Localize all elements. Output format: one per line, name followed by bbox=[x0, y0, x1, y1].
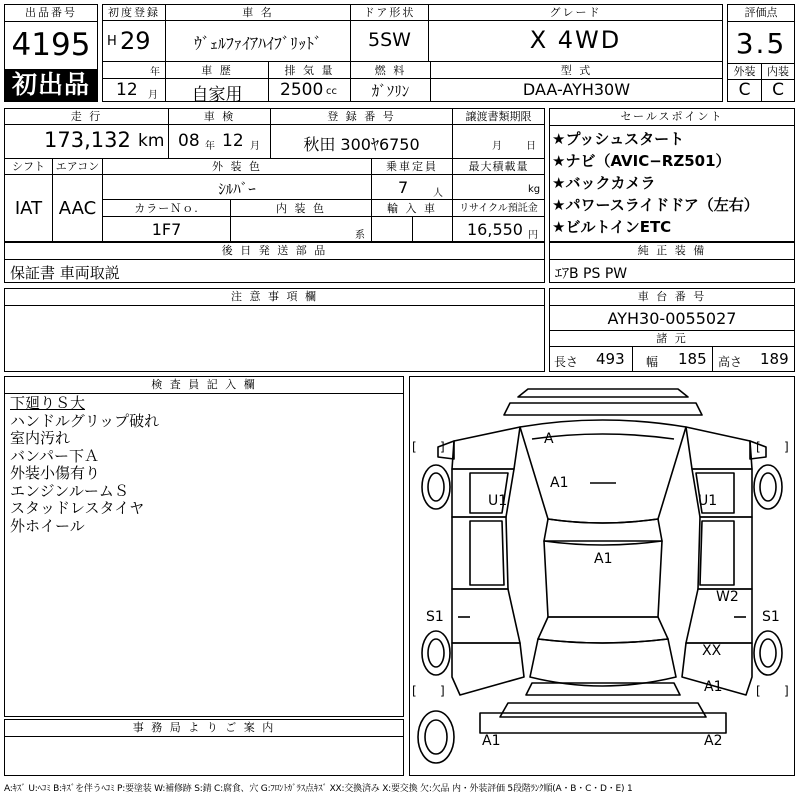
height-label: 高さ bbox=[718, 355, 743, 369]
inspector-line: エンジンルームＳ bbox=[10, 481, 129, 500]
interior-score-label: 内装 bbox=[767, 65, 789, 78]
mark-rear-right: A2 bbox=[704, 733, 723, 749]
door-label: ドア形状 bbox=[363, 6, 416, 19]
inspection-label: 車 検 bbox=[203, 110, 236, 123]
model-value: DAA-AYH30W bbox=[522, 80, 631, 99]
office-label: 事 務 局 よ り ご 案 内 bbox=[132, 721, 276, 734]
equipment-label: 純 正 装 備 bbox=[637, 244, 707, 257]
mark-right-quarter: XX bbox=[702, 643, 722, 659]
registration-label: 登 録 番 号 bbox=[327, 110, 396, 123]
grade-label: グレード bbox=[549, 6, 602, 19]
mileage-unit: km bbox=[138, 131, 165, 151]
exterior-color-value: ｼﾙﾊﾞｰ bbox=[218, 180, 256, 198]
legend-text: A:ｷｽﾞ U:ﾍｺﾐ B:ｷｽﾞを伴うﾍｺﾐ P:要塗装 W:補修跡 S:錆 C:腐食、穴 G:ﾌﾛﾝﾄｶﾞﾗｽ点ｷｽﾞ XX:交換済み X:要交換 欠:欠品 内・外装評価 5段階ﾗﾝｸ順(A・B・C・D・E) 1 bbox=[4, 784, 633, 794]
inspection-month-unit: 月 bbox=[250, 141, 260, 152]
capacity-value: 7 bbox=[398, 178, 409, 197]
lot-box bbox=[4, 4, 98, 102]
mark-right-door: W2 bbox=[716, 589, 739, 605]
chassis-value: AYH30-0055027 bbox=[607, 309, 737, 328]
score-box bbox=[727, 4, 795, 102]
recycle-value: 16,550 bbox=[467, 220, 523, 239]
svg-text:[: [ bbox=[756, 684, 761, 698]
shift-label: シフト bbox=[12, 160, 45, 173]
interior-color-label: 内 装 色 bbox=[276, 202, 326, 215]
mark-roof: A1 bbox=[594, 551, 613, 567]
equipment-value: ｴｱB PS PW bbox=[555, 266, 628, 282]
office-box bbox=[4, 719, 404, 776]
notes-label: 注 意 事 項 欄 bbox=[231, 290, 318, 303]
mileage-value: 173,132 bbox=[44, 128, 131, 152]
mark-front: A bbox=[544, 431, 554, 447]
exterior-score: C bbox=[738, 80, 751, 100]
import-label: 輸 入 車 bbox=[387, 202, 437, 215]
equipment-box bbox=[549, 242, 795, 283]
transfer-label: 譲渡書類期限 bbox=[465, 110, 532, 123]
svg-text:[: [ bbox=[412, 440, 417, 454]
first-reg-label: 初度登録 bbox=[108, 6, 160, 19]
displacement-unit: cc bbox=[326, 86, 337, 97]
width-label: 幅 bbox=[646, 355, 659, 369]
car-diagram-box bbox=[409, 376, 795, 776]
sales-point: ★プッシュスタート bbox=[552, 130, 685, 148]
score-value: 3.5 bbox=[735, 27, 787, 60]
inspector-line: 外ホイール bbox=[10, 516, 85, 535]
svg-text:[: [ bbox=[756, 440, 761, 454]
width-value: 185 bbox=[678, 350, 707, 368]
inspector-line: 下廻りＳ大 bbox=[10, 394, 86, 412]
height-value: 189 bbox=[760, 350, 789, 368]
capacity-label: 乗車定員 bbox=[386, 160, 438, 173]
first-reg-month: 12 bbox=[116, 80, 138, 100]
inspection-year: 08 bbox=[178, 131, 200, 151]
history-label: 車 歴 bbox=[201, 64, 233, 77]
sales-point: ★パワースライドドア（左右） bbox=[552, 196, 759, 214]
sales-point: ★バックカメラ bbox=[552, 174, 656, 192]
inspector-lines bbox=[10, 395, 159, 535]
history-value: 自家用 bbox=[191, 85, 243, 105]
svg-text:]: ] bbox=[784, 440, 789, 454]
fuel-label: 燃 料 bbox=[374, 64, 407, 77]
mark-rear-left: A1 bbox=[482, 733, 501, 749]
inspector-line: バンパー下Ａ bbox=[10, 446, 99, 465]
svg-text:[: [ bbox=[412, 684, 417, 698]
later-parts-box bbox=[4, 242, 545, 283]
max-load-label: 最大積載量 bbox=[468, 160, 529, 173]
registration-value: 秋田 300ﾔ6750 bbox=[303, 135, 420, 154]
inspector-line: 外装小傷有り bbox=[10, 464, 101, 482]
sales-points-label: セールスポイント bbox=[620, 110, 724, 123]
displacement-label: 排 気 量 bbox=[284, 64, 335, 77]
dims-label: 諸 元 bbox=[656, 332, 688, 345]
recycle-unit: 円 bbox=[528, 230, 538, 241]
aircon-label: エアコン bbox=[55, 160, 100, 173]
first-reg-year-unit: 年 bbox=[150, 67, 160, 78]
transfer-day-unit: 日 bbox=[526, 141, 536, 152]
inspector-line: 室内汚れ bbox=[10, 429, 71, 447]
inspector-line: ハンドルグリップ破れ bbox=[10, 411, 160, 430]
interior-color-unit: 系 bbox=[355, 230, 365, 241]
door-value: 5SW bbox=[368, 29, 411, 51]
first-listing-badge bbox=[5, 69, 97, 101]
sales-points-list bbox=[552, 128, 759, 238]
aircon-value: AAC bbox=[58, 198, 97, 219]
displacement-value: 2500 bbox=[280, 80, 324, 100]
color-no-label: カラーＮｏ. bbox=[134, 202, 199, 215]
notes-box bbox=[4, 288, 545, 372]
lot-label: 出品番号 bbox=[25, 6, 77, 19]
recycle-label: リサイクル預託金 bbox=[459, 203, 538, 214]
transfer-month-unit: 月 bbox=[492, 141, 502, 152]
first-reg-month-unit: 月 bbox=[148, 90, 158, 101]
svg-text:]: ] bbox=[784, 684, 789, 698]
first-reg-year: 29 bbox=[120, 27, 151, 55]
max-load-unit: kg bbox=[528, 184, 541, 195]
first-listing-label: 初出品 bbox=[11, 70, 90, 99]
interior-score: C bbox=[772, 80, 784, 100]
capacity-unit: 人 bbox=[433, 188, 443, 199]
later-parts-label: 後 日 発 送 部 品 bbox=[221, 244, 328, 257]
car-name-label: 車 名 bbox=[242, 6, 274, 19]
inspector-box bbox=[4, 376, 404, 717]
length-label: 長さ bbox=[554, 355, 579, 369]
fuel-value: ｶﾞｿﾘﾝ bbox=[371, 82, 410, 100]
later-parts-value: 保証書 車両取説 bbox=[10, 264, 120, 282]
sales-points-box bbox=[549, 108, 795, 242]
svg-text:]: ] bbox=[440, 684, 445, 698]
mark-right-rear-low: A1 bbox=[704, 679, 723, 695]
sales-point: ★ナビ（AVIC−RZ501） bbox=[552, 152, 731, 170]
shift-value: IAT bbox=[14, 198, 43, 219]
svg-text:]: ] bbox=[440, 440, 445, 454]
model-label: 型 式 bbox=[560, 64, 593, 77]
inspection-year-unit: 年 bbox=[205, 141, 215, 152]
exterior-color-label: 外 装 色 bbox=[212, 160, 262, 173]
chassis-label: 車 台 番 号 bbox=[637, 290, 707, 303]
mark-right-front: U1 bbox=[698, 493, 718, 509]
mileage-label: 走 行 bbox=[70, 110, 103, 123]
car-name-value: ｳﾞｪﾙﾌｧｲｱﾊｲﾌﾞﾘｯﾄﾞ bbox=[193, 34, 322, 53]
mark-left-front: U1 bbox=[488, 493, 508, 509]
mark-bonnet: A1 bbox=[550, 475, 569, 491]
inspector-line: スタッドレスタイヤ bbox=[10, 499, 145, 517]
grade-value: X 4WD bbox=[529, 26, 622, 54]
length-value: 493 bbox=[596, 350, 625, 368]
lot-number: 4195 bbox=[11, 27, 91, 63]
score-label: 評価点 bbox=[744, 6, 778, 19]
first-reg-era: H bbox=[107, 34, 117, 49]
inspector-label: 検 査 員 記 入 欄 bbox=[151, 378, 257, 391]
mark-right-rear: S1 bbox=[762, 609, 780, 625]
color-no-value: 1F7 bbox=[151, 220, 182, 239]
sales-point: ★ビルトインETC bbox=[552, 218, 672, 236]
car-diagram bbox=[410, 377, 794, 775]
exterior-score-label: 外装 bbox=[733, 65, 756, 78]
inspection-month: 12 bbox=[222, 131, 244, 151]
mark-left-rear: S1 bbox=[426, 609, 444, 625]
chassis-box bbox=[549, 288, 795, 372]
